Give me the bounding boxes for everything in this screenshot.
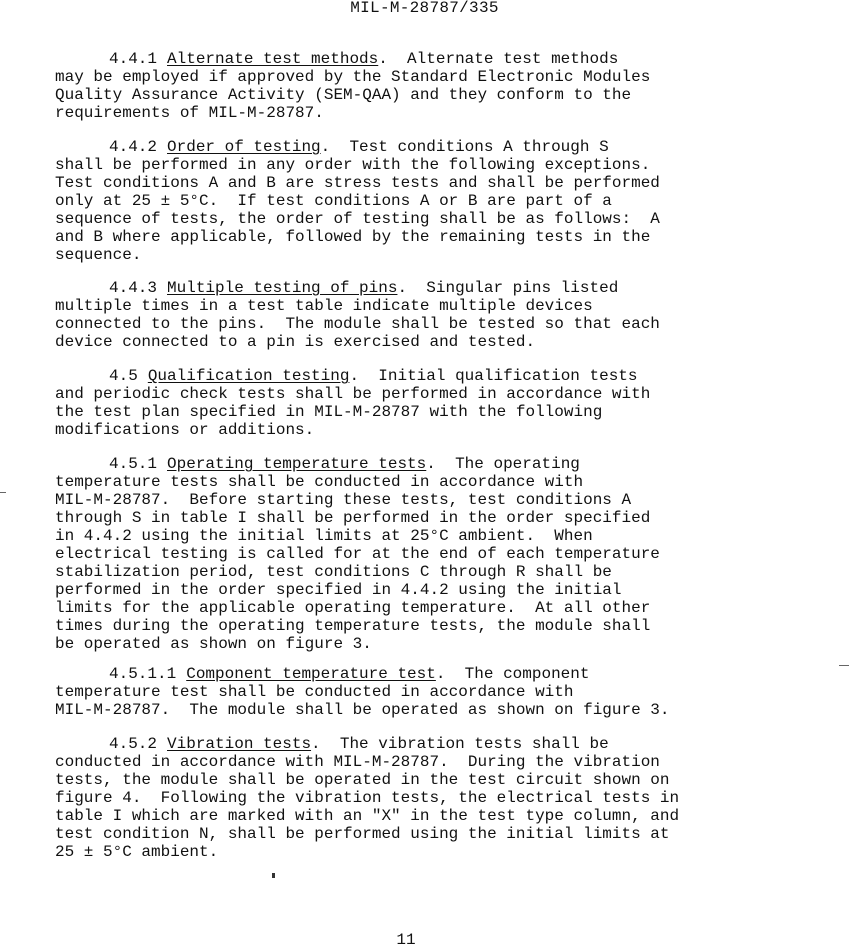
paragraph-heading-line — [55, 50, 650, 68]
paragraph-text-line: only at 25 ± 5°C. If test conditions A or B are part of a — [55, 192, 612, 210]
paragraph-heading-line — [55, 665, 670, 683]
paragraph-lead-text: . Alternate test methods — [378, 50, 619, 68]
paragraph-text-line: temperature tests shall be conducted in accordance with — [55, 473, 584, 491]
paragraph-heading-line — [55, 735, 679, 753]
paragraph-heading-line — [55, 367, 650, 385]
paragraph-lead-text: . Initial qualification tests — [349, 367, 638, 385]
paragraph-heading-line — [55, 455, 660, 473]
paragraph-text-line: device connected to a pin is exercised and tested. — [55, 333, 536, 351]
paragraph-text-line: table I which are marked with an "X" in the test type column, and — [55, 807, 680, 825]
paragraph-title: Vibration tests — [167, 735, 312, 753]
paragraph-lead-text: . The vibration tests shall be — [311, 735, 609, 753]
margin-tick-right — [839, 665, 849, 666]
paragraph-lead-text: . The operating — [426, 455, 580, 473]
paragraph-text-line: be operated as shown on figure 3. — [55, 635, 372, 653]
paragraph-title: Order of testing — [167, 138, 321, 156]
paragraph-text-line: test condition N, shall be performed using the initial limits at — [55, 825, 670, 843]
paragraph-text-line: MIL-M-28787. Before starting these tests, test conditions A — [55, 491, 632, 509]
paragraph-text-line: limits for the applicable operating temperature. At all other — [55, 599, 651, 617]
paragraph-title: Alternate test methods — [167, 50, 379, 68]
paragraph-number: 4.5.2 — [109, 735, 158, 753]
paragraph-number: 4.5.1 — [109, 455, 158, 473]
paragraph-title: Component temperature test — [186, 665, 436, 683]
paragraph-text-line: Quality Assurance Activity (SEM-QAA) and they conform to the — [55, 86, 632, 104]
paragraph-text-line: temperature test shall be conducted in accordance with — [55, 683, 574, 701]
paragraph-heading-line — [55, 138, 660, 156]
paragraph-number: 4.4.1 — [109, 50, 158, 68]
paragraph-number: 4.4.3 — [109, 279, 158, 297]
paragraph-title: Multiple testing of pins — [167, 279, 398, 297]
paragraph-4-4-1 — [55, 50, 650, 122]
paragraph-4-5-1-1 — [55, 665, 670, 719]
paragraph-4-5-2 — [55, 735, 679, 861]
paragraph-4-4-3 — [55, 279, 660, 351]
paragraph-text-line: in 4.4.2 using the initial limits at 25°C ambient. When — [55, 527, 593, 545]
paragraph-text-line: sequence of tests, the order of testing shall be as follows: A — [55, 210, 660, 228]
paragraph-4-5-1 — [55, 455, 660, 653]
paragraph-4-4-2 — [55, 138, 660, 264]
paragraph-text-line: shall be performed in any order with the following exceptions. — [55, 156, 651, 174]
paragraph-title: Qualification testing — [147, 367, 350, 385]
paragraph-text-line: multiple times in a test table indicate multiple devices — [55, 297, 593, 315]
paragraph-number: 4.5.1.1 — [109, 665, 177, 683]
document-header: MIL-M-28787/335 — [350, 0, 499, 17]
paragraph-text-line: the test plan specified in MIL-M-28787 with the following — [55, 403, 603, 421]
paragraph-text-line: and periodic check tests shall be performed in accordance with — [55, 385, 651, 403]
paragraph-4-5 — [55, 367, 650, 439]
paragraph-text-line: and B where applicable, followed by the remaining tests in the — [55, 228, 651, 246]
paragraph-text-line: conducted in accordance with MIL-M-28787. During the vibration — [55, 753, 660, 771]
paragraph-text-line: figure 4. Following the vibration tests, the electrical tests in — [55, 789, 680, 807]
page-number: 11 — [396, 931, 416, 949]
paragraph-text-line: modifications or additions. — [55, 421, 315, 439]
margin-tick-left — [0, 492, 6, 493]
paragraph-lead-text: . Test conditions A through S — [320, 138, 609, 156]
paragraph-number: 4.5 — [109, 367, 138, 385]
paragraph-text-line: sequence. — [55, 246, 142, 264]
paragraph-text-line: 25 ± 5°C ambient. — [55, 843, 219, 861]
scan-speck — [272, 873, 275, 878]
paragraph-lead-text: . Singular pins listed — [397, 279, 619, 297]
paragraph-text-line: connected to the pins. The module shall be tested so that each — [55, 315, 660, 333]
paragraph-title: Operating temperature tests — [167, 455, 427, 473]
paragraph-text-line: tests, the module shall be operated in the test circuit shown on — [55, 771, 670, 789]
paragraph-text-line: MIL-M-28787. The module shall be operated as shown on figure 3. — [55, 701, 670, 719]
paragraph-text-line: through S in table I shall be performed in the order specified — [55, 509, 651, 527]
paragraph-text-line: may be employed if approved by the Standard Electronic Modules — [55, 68, 651, 86]
paragraph-text-line: performed in the order specified in 4.4.2 using the initial — [55, 581, 622, 599]
paragraph-heading-line — [55, 279, 660, 297]
paragraph-lead-text: . The component — [435, 665, 590, 683]
paragraph-text-line: Test conditions A and B are stress tests and shall be performed — [55, 174, 660, 192]
paragraph-text-line: electrical testing is called for at the end of each temperature — [55, 545, 660, 563]
paragraph-text-line: stabilization period, test conditions C through R shall be — [55, 563, 612, 581]
paragraph-number: 4.4.2 — [109, 138, 158, 156]
paragraph-text-line: times during the operating temperature tests, the module shall — [55, 617, 651, 635]
paragraph-text-line: requirements of MIL-M-28787. — [55, 104, 324, 122]
